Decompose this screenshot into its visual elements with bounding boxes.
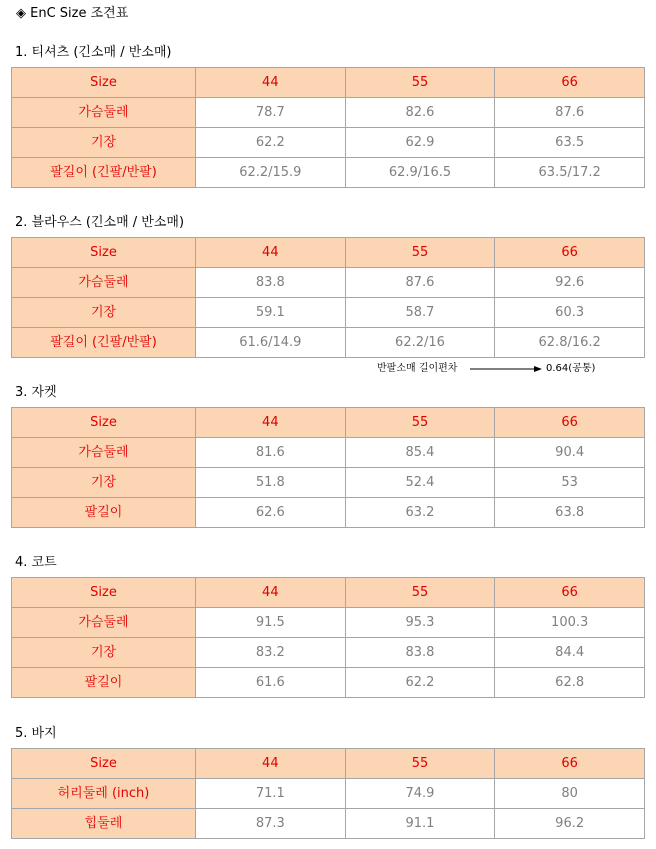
table-header-row [12, 238, 645, 268]
size-table-blouse [11, 237, 645, 358]
header-cell: 66 [495, 578, 645, 608]
table-cell: 83.8 [345, 638, 495, 668]
section-title-coat: 4. 코트 [15, 555, 57, 570]
table-cell: 87.3 [196, 809, 346, 839]
sleeve-deviation-note: 반팔소매 길이편차 [377, 363, 458, 374]
table-cell: 78.7 [196, 98, 346, 128]
table-header-row [12, 578, 645, 608]
row-label: 팔길이 (긴팔/반팔) [12, 328, 196, 358]
table-header-row [12, 408, 645, 438]
table-cell: 62.2 [345, 668, 495, 698]
table-cell: 62.2/16 [345, 328, 495, 358]
header-cell: 55 [345, 749, 495, 779]
row-label: 팔길이 [12, 498, 196, 528]
row-label: 기장 [12, 468, 196, 498]
header-cell: 44 [196, 749, 346, 779]
table-row [12, 809, 645, 839]
table-cell: 61.6/14.9 [196, 328, 346, 358]
header-cell: Size [12, 408, 196, 438]
table-cell: 59.1 [196, 298, 346, 328]
table-cell: 63.8 [495, 498, 645, 528]
table-cell: 91.1 [345, 809, 495, 839]
table-row [12, 608, 645, 638]
row-label: 힙둘레 [12, 809, 196, 839]
header-cell: 55 [345, 68, 495, 98]
table-cell: 83.2 [196, 638, 346, 668]
header-cell: 44 [196, 578, 346, 608]
table-cell: 90.4 [495, 438, 645, 468]
table-cell: 83.8 [196, 268, 346, 298]
table-cell: 92.6 [495, 268, 645, 298]
header-cell: 66 [495, 408, 645, 438]
table-header-row [12, 749, 645, 779]
size-table-jacket [11, 407, 645, 528]
size-table-pants [11, 748, 645, 839]
table-cell: 52.4 [345, 468, 495, 498]
table-cell: 95.3 [345, 608, 495, 638]
table-cell: 91.5 [196, 608, 346, 638]
table-cell: 81.6 [196, 438, 346, 468]
table-cell: 63.2 [345, 498, 495, 528]
table-row [12, 438, 645, 468]
sleeve-deviation-value: 0.64(공통) [546, 363, 596, 374]
row-label: 팔길이 (긴팔/반팔) [12, 158, 196, 188]
arrow-right-icon [470, 365, 542, 373]
table-cell: 63.5 [495, 128, 645, 158]
row-label: 가슴둘레 [12, 98, 196, 128]
table-cell: 53 [495, 468, 645, 498]
header-cell: 44 [196, 408, 346, 438]
table-cell: 62.2 [196, 128, 346, 158]
header-cell: Size [12, 68, 196, 98]
table-row [12, 328, 645, 358]
table-row [12, 468, 645, 498]
header-cell: Size [12, 749, 196, 779]
row-label: 기장 [12, 638, 196, 668]
section-title-tshirt: 1. 티셔츠 (긴소매 / 반소매) [15, 45, 172, 60]
table-cell: 62.8 [495, 668, 645, 698]
table-cell: 62.6 [196, 498, 346, 528]
table-row [12, 498, 645, 528]
table-cell: 63.5/17.2 [495, 158, 645, 188]
table-cell: 87.6 [345, 268, 495, 298]
header-cell: 66 [495, 749, 645, 779]
table-cell: 51.8 [196, 468, 346, 498]
table-row [12, 98, 645, 128]
table-cell: 82.6 [345, 98, 495, 128]
table-cell: 58.7 [345, 298, 495, 328]
header-cell: 66 [495, 68, 645, 98]
table-cell: 60.3 [495, 298, 645, 328]
page-title: ◈ EnC Size 조견표 [16, 6, 129, 21]
row-label: 가슴둘레 [12, 608, 196, 638]
table-row [12, 779, 645, 809]
header-cell: 44 [196, 68, 346, 98]
table-row [12, 268, 645, 298]
row-label: 기장 [12, 298, 196, 328]
row-label: 가슴둘레 [12, 438, 196, 468]
header-cell: 55 [345, 238, 495, 268]
table-cell: 84.4 [495, 638, 645, 668]
table-row [12, 158, 645, 188]
header-cell: 55 [345, 578, 495, 608]
table-row [12, 298, 645, 328]
table-cell: 96.2 [495, 809, 645, 839]
row-label: 기장 [12, 128, 196, 158]
header-cell: Size [12, 578, 196, 608]
size-table-coat [11, 577, 645, 698]
table-row [12, 668, 645, 698]
row-label: 팔길이 [12, 668, 196, 698]
header-cell: 55 [345, 408, 495, 438]
table-row [12, 638, 645, 668]
table-cell: 100.3 [495, 608, 645, 638]
table-row [12, 128, 645, 158]
table-cell: 74.9 [345, 779, 495, 809]
table-cell: 80 [495, 779, 645, 809]
section-title-jacket: 3. 자켓 [15, 385, 57, 400]
section-title-pants: 5. 바지 [15, 726, 57, 741]
header-cell: 66 [495, 238, 645, 268]
table-cell: 62.9/16.5 [345, 158, 495, 188]
header-cell: Size [12, 238, 196, 268]
table-cell: 87.6 [495, 98, 645, 128]
table-cell: 62.8/16.2 [495, 328, 645, 358]
row-label: 가슴둘레 [12, 268, 196, 298]
header-cell: 44 [196, 238, 346, 268]
table-cell: 62.9 [345, 128, 495, 158]
table-cell: 62.2/15.9 [196, 158, 346, 188]
table-cell: 61.6 [196, 668, 346, 698]
size-table-tshirt [11, 67, 645, 188]
table-cell: 71.1 [196, 779, 346, 809]
table-header-row [12, 68, 645, 98]
table-cell: 85.4 [345, 438, 495, 468]
section-title-blouse: 2. 블라우스 (긴소매 / 반소매) [15, 215, 185, 230]
row-label: 허리둘레 (inch) [12, 779, 196, 809]
